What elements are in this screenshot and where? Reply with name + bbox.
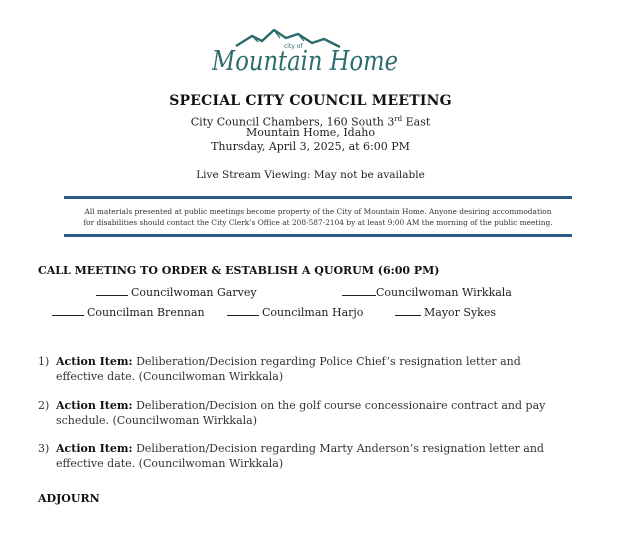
livestream-note: Live Stream Viewing: May not be available <box>196 169 425 181</box>
meeting-datetime: Thursday, April 3, 2025, at 6:00 PM <box>211 140 410 153</box>
meeting-title: SPECIAL CITY COUNCIL MEETING <box>169 93 452 109</box>
mountain-logo-icon <box>208 24 404 80</box>
roll-member-sykes: Mayor Sykes <box>395 306 496 319</box>
adjourn-heading: ADJOURN <box>38 492 100 505</box>
agenda-item-2: 2) Action Item: Deliberation/Decision on the golf course concessionaire contract and pay schedule. (Councilwoman Wirkkala) <box>38 399 546 427</box>
agenda-item-3: 3) Action Item: Deliberation/Decision regarding Marty Anderson’s resignation letter and effective date. (Councilwoman Wirkkala) <box>38 442 544 470</box>
logo-name: Mountain Home <box>211 46 398 77</box>
public-notice <box>66 206 570 228</box>
notice-line-2: for disabilities should contact the City Clerk’s Office at 208-587-2104 by at least 9:00 AM the morning of the public meeting. <box>83 218 553 227</box>
meeting-city: Mountain Home, Idaho <box>246 126 375 139</box>
agenda-item-1: 1) Action Item: Deliberation/Decision regarding Police Chief’s resignation letter and effective date. (Councilwoman Wirkkala) <box>38 355 521 383</box>
notice-top-rule <box>64 196 572 199</box>
roll-member-garvey: Councilwoman Garvey <box>96 286 257 299</box>
roll-call-heading: CALL MEETING TO ORDER & ESTABLISH A QUORUM (6:00 PM) <box>38 264 440 277</box>
city-logo <box>208 24 404 80</box>
roll-member-harjo: Councilman Harjo <box>227 306 363 319</box>
notice-line-1: All materials presented at public meetings become property of the City of Mountain Home. Anyone desiring accommodation <box>84 207 552 216</box>
roll-member-wirkkala: Councilwoman Wirkkala <box>342 286 512 299</box>
notice-bottom-rule <box>64 234 572 237</box>
roll-member-brennan: Councilman Brennan <box>52 306 205 319</box>
logo-small-text: city of <box>284 43 303 50</box>
meeting-location: City Council Chambers, 160 South 3rd East <box>190 115 431 129</box>
